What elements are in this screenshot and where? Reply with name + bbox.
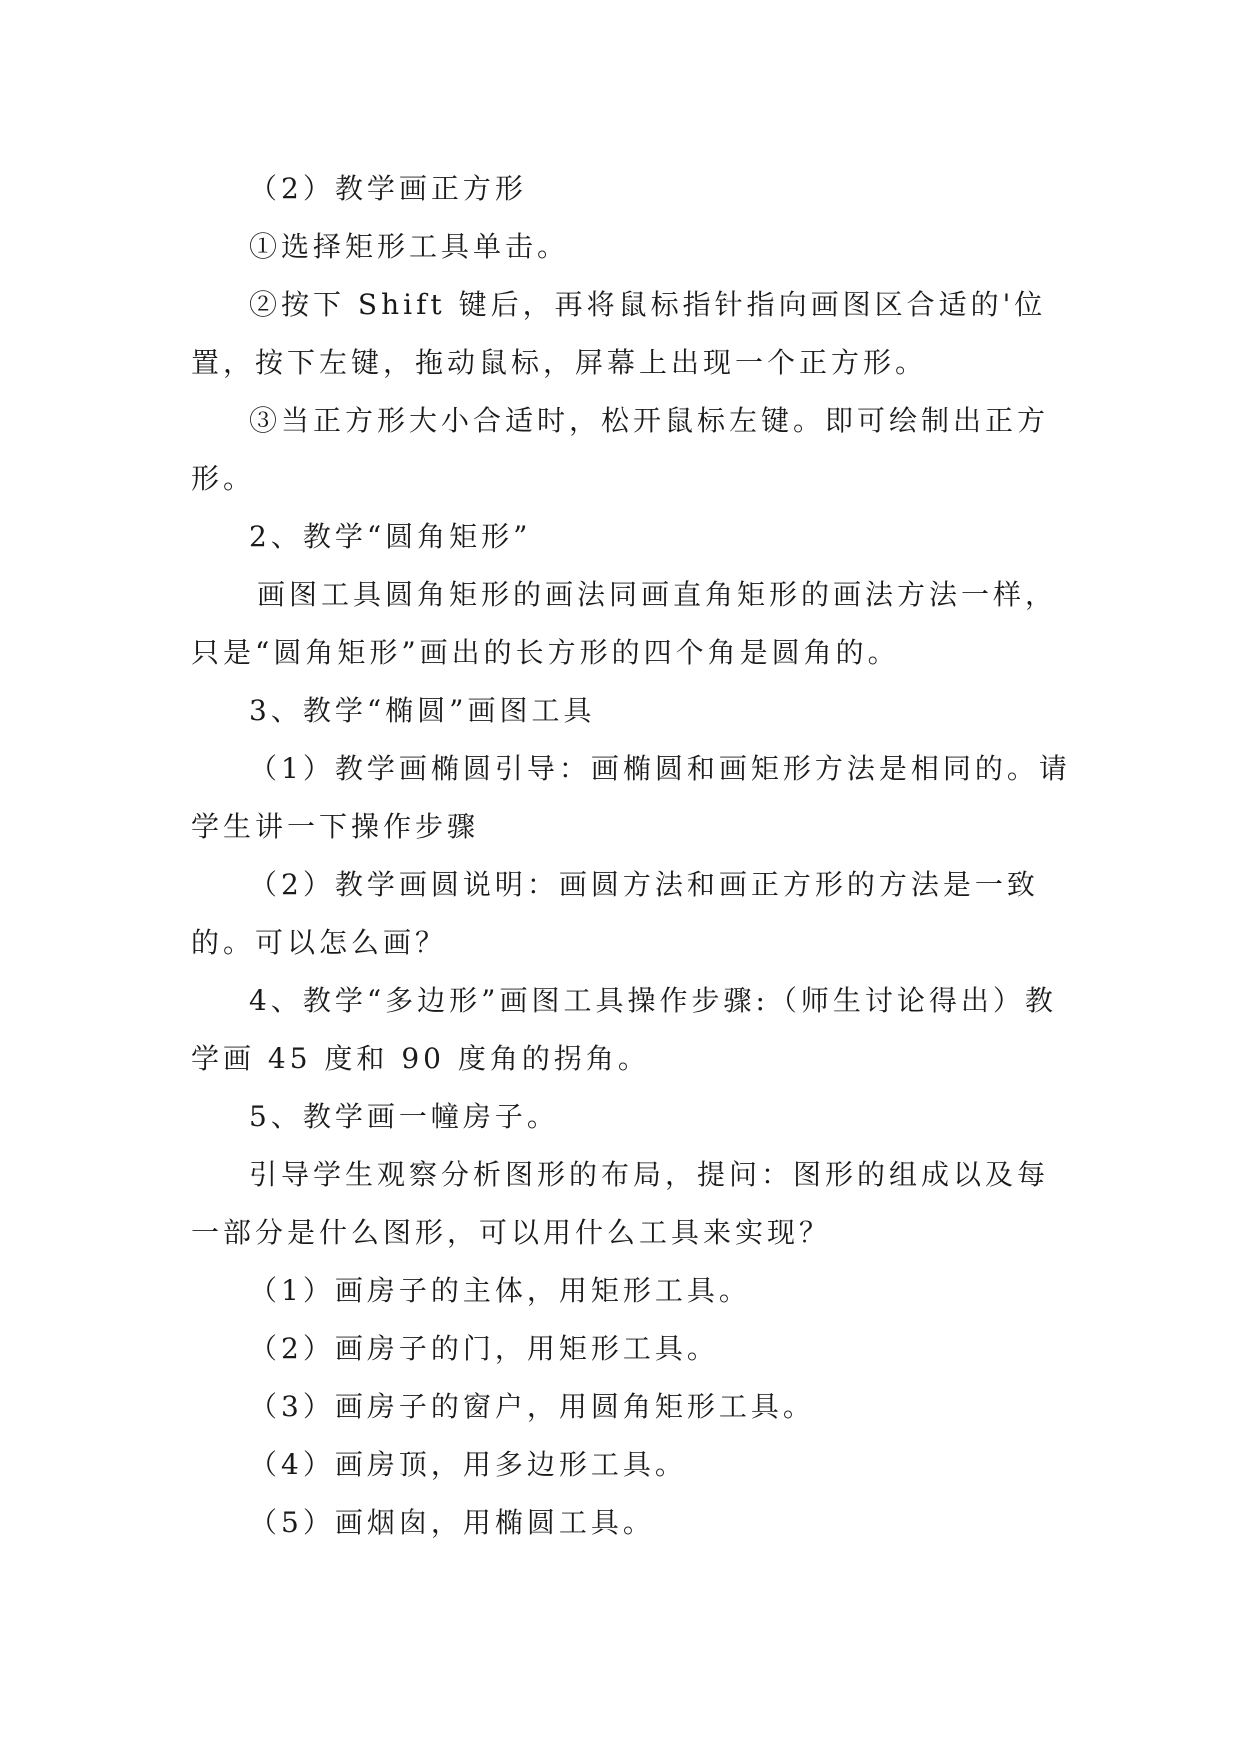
- list-item: （5）画烟囱，用椭圆工具。: [249, 1506, 655, 1539]
- paragraph: ②按下 Shift 键后，再将鼠标指针指向画图区合适的'位置，按下左键，拖动鼠标，屏幕上出现一个正方形。: [191, 288, 1047, 379]
- section-heading: 5、教学画一幢房子。: [249, 1100, 559, 1133]
- paragraph: ①选择矩形工具单击。: [249, 230, 570, 263]
- paragraph: 引导学生观察分析图形的布局，提问：图形的组成以及每一部分是什么图形，可以用什么工具来实现？: [191, 1158, 1050, 1249]
- section-heading: 3、教学“椭圆”画图工具: [249, 694, 596, 727]
- list-item: （3）画房子的窗户，用圆角矩形工具。: [249, 1390, 815, 1423]
- document-body: [191, 160, 1071, 1552]
- paragraph: ③当正方形大小合适时，松开鼠标左键。即可绘制出正方形。: [191, 404, 1050, 495]
- section-heading: 2、教学“圆角矩形”: [249, 520, 532, 553]
- paragraph: （2）教学画正方形: [249, 172, 527, 205]
- list-item: （1）画房子的主体，用矩形工具。: [249, 1274, 751, 1307]
- section-heading: 4、教学“多边形”画图工具操作步骤:（师生讨论得出）教学画 45 度和 90 度角的拐角。: [191, 984, 1057, 1075]
- list-item: （4）画房顶，用多边形工具。: [249, 1448, 687, 1481]
- paragraph: 画图工具圆角矩形的画法同画直角矩形的画法方法一样，只是“圆角矩形”画出的长方形的四个角是圆角的。: [191, 578, 1058, 669]
- paragraph: （1）教学画椭圆引导：画椭圆和画矩形方法是相同的。请学生讲一下操作步骤: [191, 752, 1071, 843]
- list-item: （2）画房子的门，用矩形工具。: [249, 1332, 719, 1365]
- paragraph: （2）教学画圆说明：画圆方法和画正方形的方法是一致的。可以怎么画？: [191, 868, 1039, 959]
